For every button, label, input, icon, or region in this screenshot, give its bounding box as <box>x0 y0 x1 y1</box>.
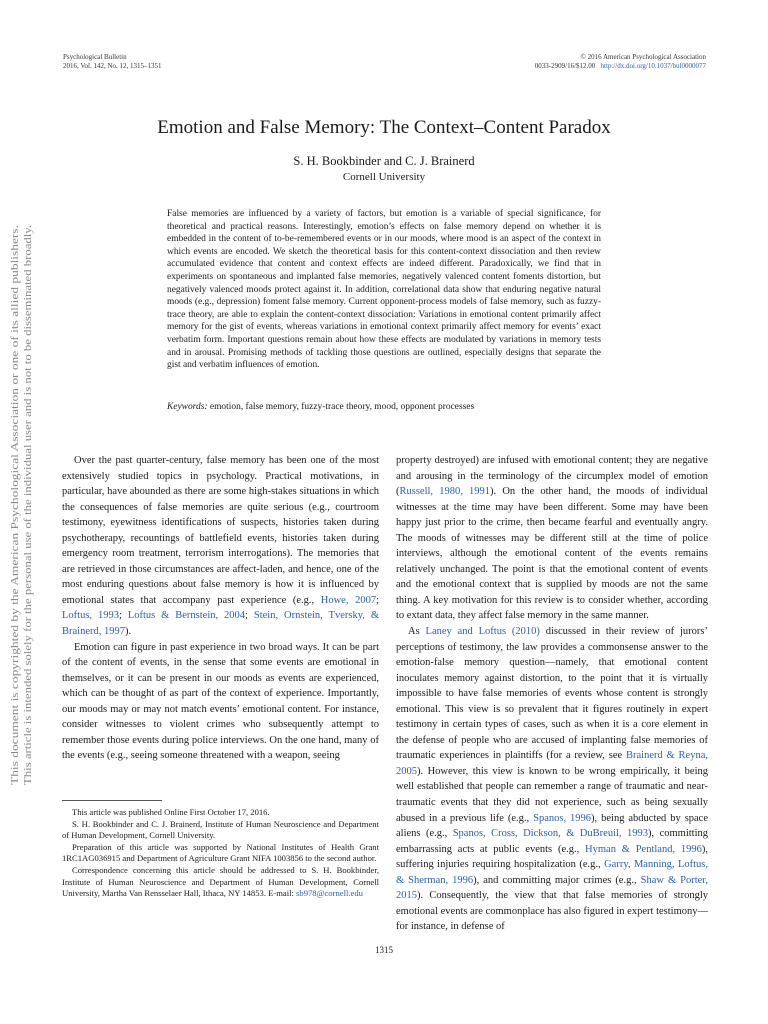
issn: 0033-2909/16/$12.00 <box>534 62 596 70</box>
email-link[interactable]: sb978@cornell.edu <box>296 888 363 899</box>
sidebar-copyright-notice <box>3 225 43 785</box>
citation-link[interactable]: Loftus, 1993 <box>62 610 119 622</box>
article-title: Emotion and False Memory: The Context–Content Paradox <box>157 117 611 138</box>
paragraph: Emotion can figure in past experience in two broad ways. It can be part of the content of events, in the sense that some events are emotional in themselves, or it can be present in our moods as events are experienced, which can be thought of as part of the context of experience. Importantly, our moods may or may not match events’ emotional content. For instance, consider witnesses to violent crimes who subsequently attempt to remember those events during police interviews. On the one hand, many of the events (e.g., seeing someone threatened with a weapon, seeing <box>62 641 379 762</box>
citation-link[interactable]: Russell, 1980, 1991 <box>399 486 491 498</box>
article-authors: S. H. Bookbinder and C. J. Brainerd <box>293 154 475 168</box>
paragraph: property destroyed) are infused with emotional content; they are negative and arousing in the terminology of the circumplex model of emotion (Russell, 1980, 1991). On the other hand, the moods of individual witnesses at the time may have been different. Some may have been happy just prior to the crime, then became fearful and eventually angry. The moods of witnesses may be different still at the time of police interviews, although the emotional content of the events remains relatively unchanged. The point is that the emotional content of events and the emotional context that is supplied by moods are not the same thing. A key motivation for this review is to consider whether, according to extant data, they affect false memory in the same manner. <box>396 455 708 622</box>
body-column-right <box>396 453 708 935</box>
citation-link[interactable]: Laney and Loftus (2010) <box>425 626 540 638</box>
footnote-divider <box>62 800 162 801</box>
copyright-line: © 2016 American Psychological Association <box>580 53 706 61</box>
citation-link[interactable]: Brainerd & Reyna, 2005 <box>396 750 708 777</box>
footnote: Preparation of this article was supported by National Institutes of Health Grant 1RC1AG036915 and Department of Agriculture Grant NIFA 1003856 to the second author. <box>62 841 379 864</box>
journal-info <box>63 53 162 71</box>
doi-link[interactable]: http://dx.doi.org/10.1037/bul0000077 <box>600 62 706 70</box>
paragraph: As Laney and Loftus (2010) discussed in their review of jurors’ perceptions of testimony, the law provides a commonsense answer to the emotion-false memory question—namely, that emotional content inoculates memory against distortion, to the point that it is virtually impossible to have false memories of events whose content is strongly emotional. This view is so prevalent that it figures routinely in expert testimony in certain types of cases, such as when it is a core element in the defense of people who are accused of implanting false memories of traumatic experiences in plaintiffs (for a review, see Brainerd & Reyna, 2005). However, this view is known to be wrong empirically, it being well established that people can remember a range of traumatic and near-traumatic events that they did not experience, such as being sexually abused in a previous life (e.g., Spanos, 1996), being abducted by space aliens (e.g., Spanos, Cross, Dickson, & DuBreuil, 1993), committing embarrassing acts at public events (e.g., Hyman & Pentland, 1996), suffering injuries requiring hospitalization (e.g., Garry, Manning, Loftus, & Sherman, 1996), and committing major crimes (e.g., Shaw & Porter, 2015). Consequently, the view that that false memories of strongly emotional events are commonplace has also figured in expert testimony—for instance, in defense of <box>396 626 709 933</box>
abstract: False memories are influenced by a variety of factors, but emotion is a variable of special significance, for theoretical and practical reasons. Interestingly, emotion’s effects on false memory depend on whether it is embedded in the content of to-be-remembered events or in our moods, where mood is an aspect of the context in which events are encoded. We sketch the theoretical basis for this content-context dissociation and then review accumulated evidence that content and context effects are indeed different. Paradoxically, we find that in experiments on spontaneous and implanted false memories, negatively valenced content foments distortion, but negatively valenced moods protect against it. In addition, correlational data show that enduring negative natural moods (e.g., depression) foment false memory. Current opponent-process models of false memory, such as fuzzy-trace theory, are able to explain the content-context dissociation: Variations in emotional content primarily affect memory for the gist of events, whereas variations in emotional context primarily affect memory for events’ exact verbatim form. Important questions remain about how these effects are modulated by variations in memory tests and in arousal. Promising methods of tackling those questions are outlined, especially designs that separate the gist and verbatim influences of emotion. <box>167 209 601 371</box>
citation-link[interactable]: Loftus & Bernstein, 2004 <box>127 610 246 622</box>
footnote: Correspondence concerning this article should be addressed to S. H. Bookbinder, Institute of Human Neuroscience and Department of Human Development, Cornell University, Martha Van Rensselaer Hall, Ithaca, NY 14853. E-mail: sb978@cornell.edu <box>62 864 379 899</box>
keywords-label: Keywords: <box>167 402 208 412</box>
body-column-left <box>62 453 379 764</box>
journal-name: Psychological Bulletin <box>63 53 127 61</box>
citation-link[interactable]: Stein, Ornstein, Tversky, & Brainerd, 1997 <box>62 610 379 638</box>
sidebar-notice-svg <box>3 225 43 785</box>
issn-doi-line <box>535 62 706 71</box>
keywords-text: emotion, false memory, fuzzy-trace theory, mood, opponent processes <box>209 402 475 412</box>
citation-link[interactable]: Hyman & Pentland, 1996 <box>585 843 702 855</box>
journal-volume: 2016, Vol. 142, No. 12, 1315–1351 <box>63 62 162 70</box>
keywords <box>167 401 601 414</box>
footnote: S. H. Bookbinder and C. J. Brainerd, Institute of Human Neuroscience and Department of Human Development, Cornell University. <box>62 818 379 841</box>
author-affiliation: Cornell University <box>342 171 426 183</box>
paragraph: Over the past quarter-century, false memory has been one of the most extensively studied topics in psychology. Practical motivations, in particular, have abounded as there are some high-stakes situations in which the consequences of false memories are quite serious (e.g., courtroom testimony, eyewitness identifications of suspects, histories taken during psychotherapy, recountings of battlefield events, histories taken during emergency room treatment, terrorism interrogations). The memories that are retrieved in those circumstances are affect-laden, and hence, one of the most enduring questions about false memory is how it is influenced by emotional states that accompany past experience (e.g., Howe, 2007; Loftus, 1993; Loftus & Bernstein, 2004; Stein, Ornstein, Tversky, & Brainerd, 1997). <box>62 455 379 638</box>
copyright-info <box>535 53 706 71</box>
citation-link[interactable]: Spanos, Cross, Dickson, & DuBreuil, 1993 <box>452 828 648 840</box>
citation-link[interactable]: Shaw & Porter, 2015 <box>396 874 708 902</box>
sidebar-notice-line2: This article is intended solely for the personal use of the individual user and is not to be disseminated broadly. <box>23 345 34 785</box>
sidebar-notice-line1: This document is copyrighted by the American Psychological Association or one of its allied publishers. <box>10 368 21 785</box>
footnote: This article was published Online First October 17, 2016. <box>72 807 270 817</box>
page-number: 1315 <box>375 945 393 955</box>
citation-link[interactable]: Garry, Manning, Loftus, & Sherman, 1996 <box>396 859 708 886</box>
citation-link[interactable]: Howe, 2007 <box>320 594 377 606</box>
citation-link[interactable]: Spanos, 1996 <box>533 812 592 824</box>
footnotes <box>62 807 379 900</box>
